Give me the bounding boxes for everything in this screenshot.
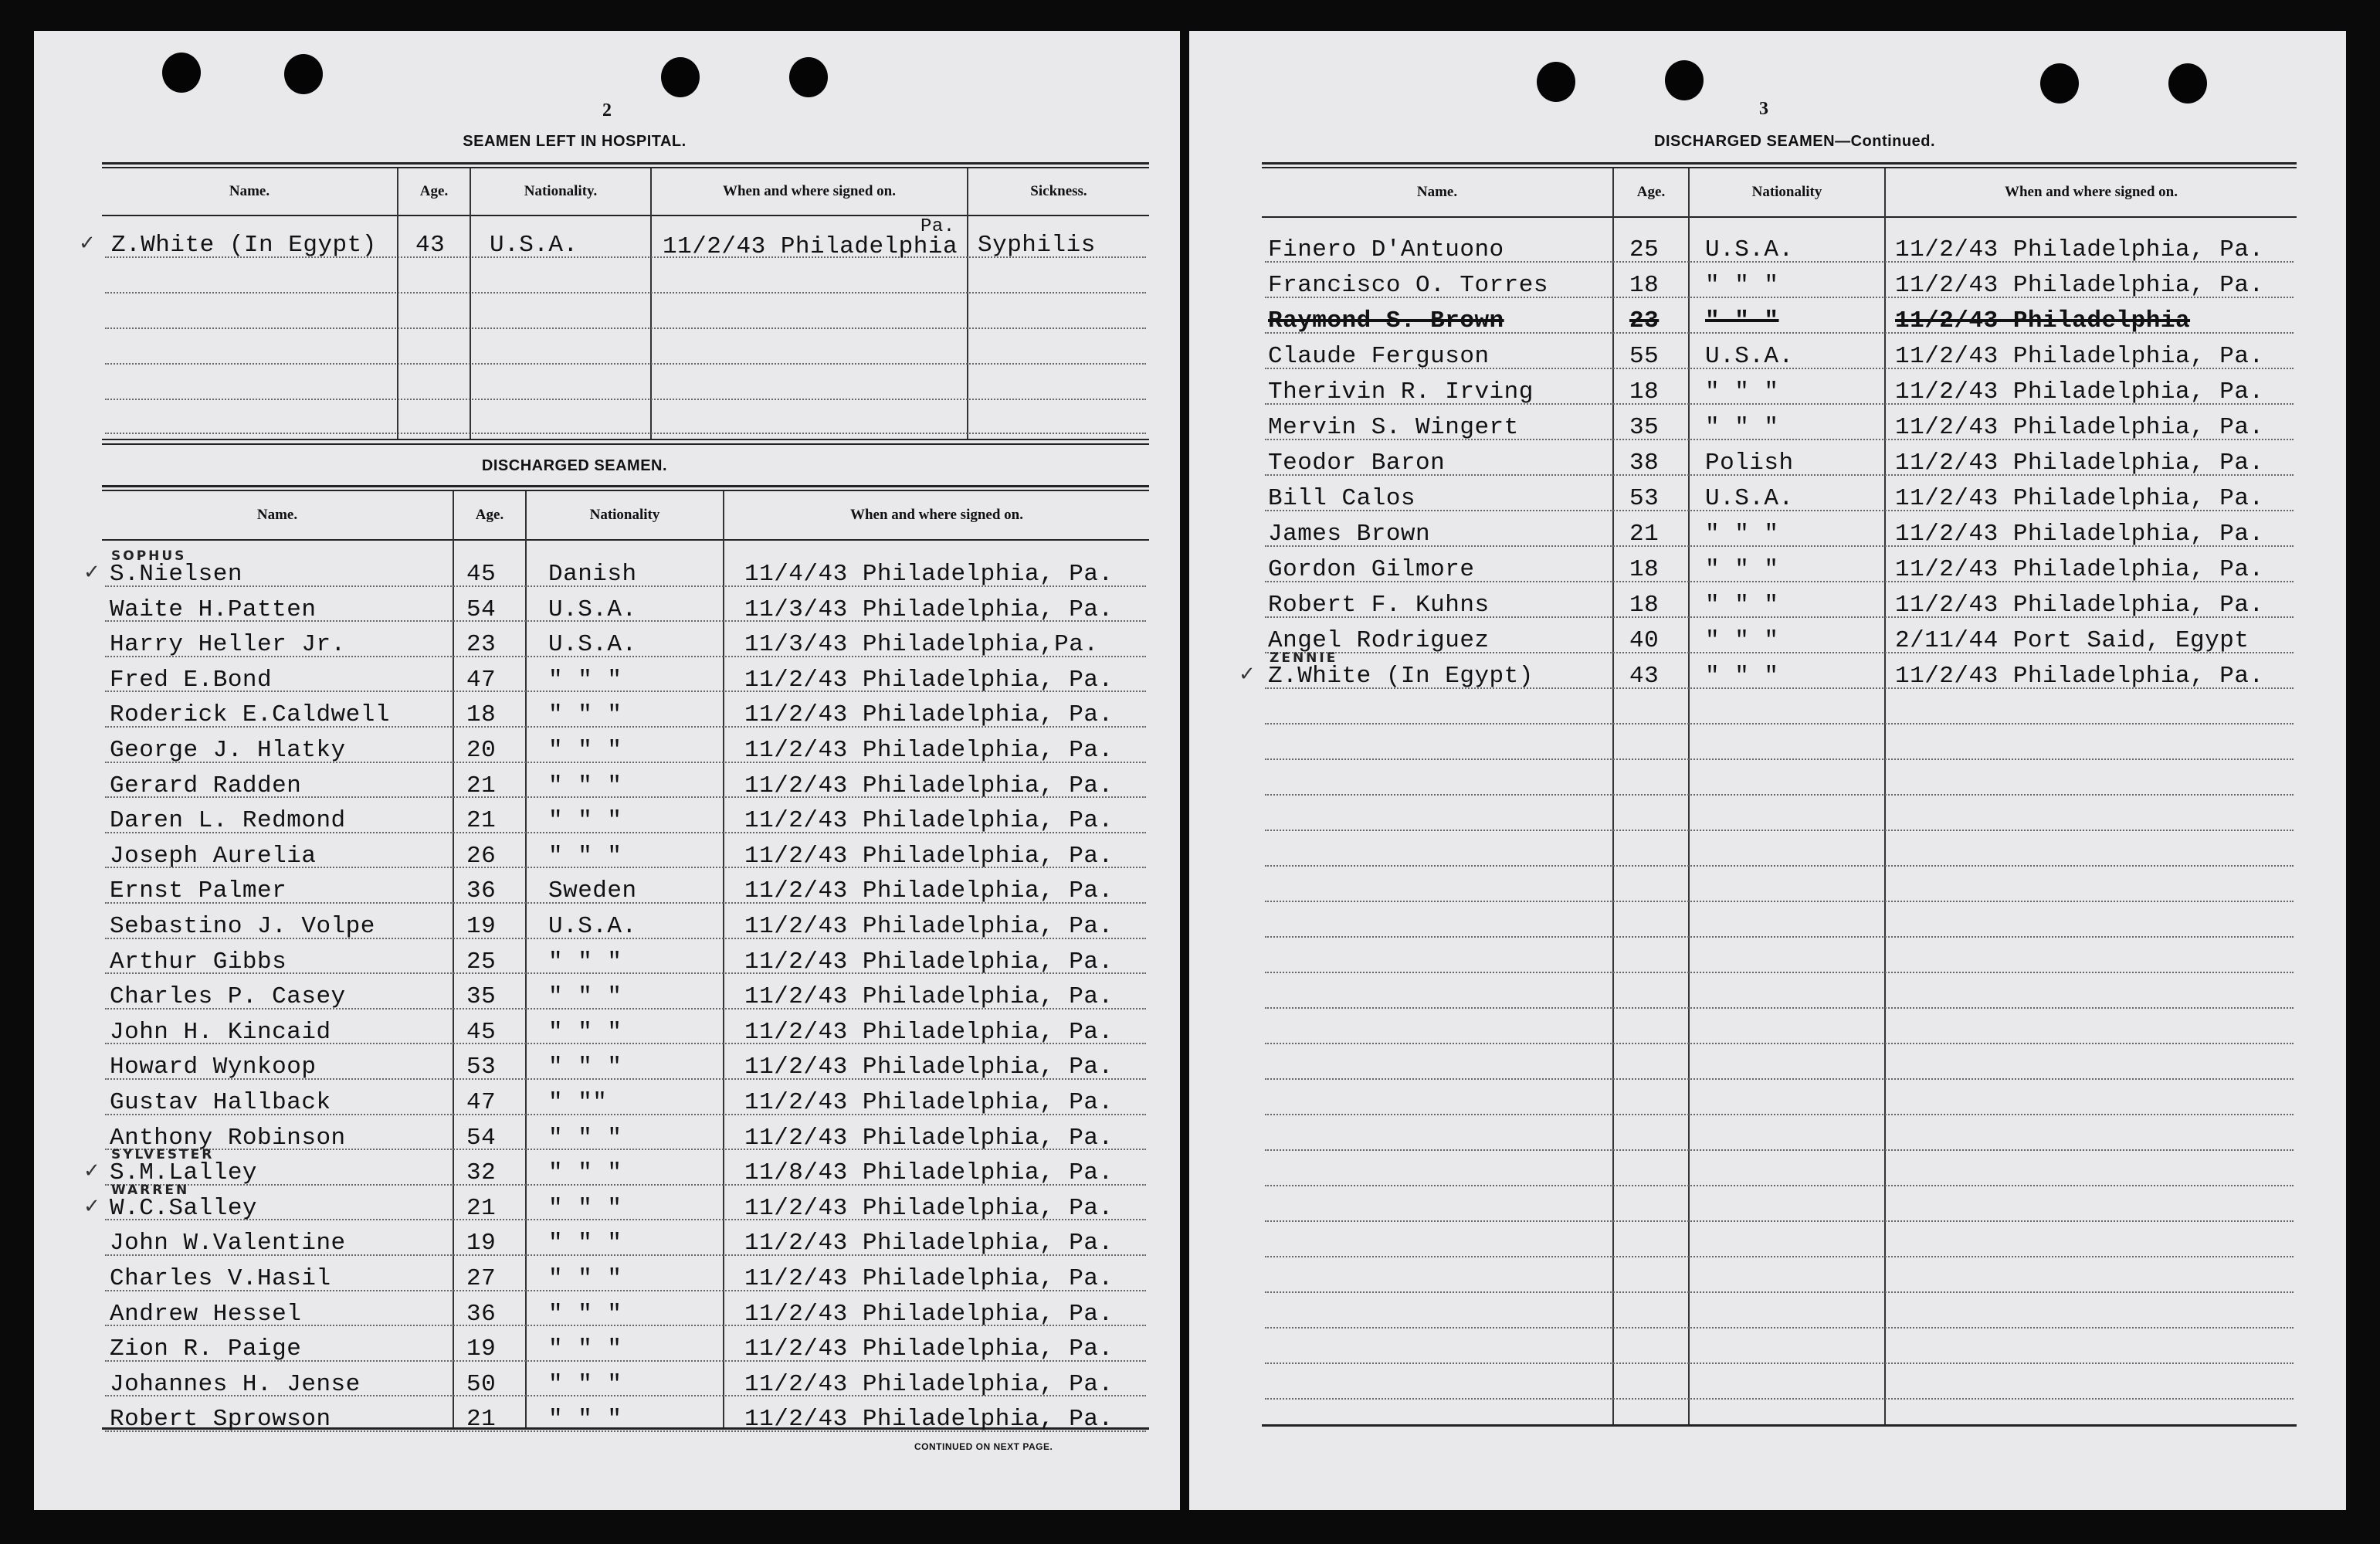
col-header-sickness: Sickness. <box>1030 183 1087 199</box>
table-rule <box>102 539 1149 541</box>
dotted-line <box>105 363 1146 365</box>
col-header-age: Age. <box>419 183 449 199</box>
signed-on: 11/3/43 Philadelphia, Pa. <box>744 596 1114 623</box>
dotted-line <box>105 292 1146 294</box>
seaman-name: Charles V.Hasil <box>110 1265 331 1292</box>
seaman-name: Teodor Baron <box>1268 450 1446 477</box>
punch-hole <box>284 54 323 94</box>
dotted-line <box>1265 1114 2294 1115</box>
signed-on: 11/8/43 Philadelphia, Pa. <box>744 1159 1114 1187</box>
seaman-nationality: " " " <box>548 1124 622 1152</box>
seaman-nationality: " " " <box>548 772 622 799</box>
seaman-name: George J. Hlatky <box>110 737 346 764</box>
seaman-name: Daren L. Redmond <box>110 807 346 835</box>
column-divider <box>1884 168 1886 1424</box>
signed-on: 11/2/43 Philadelphia, Pa. <box>744 948 1114 976</box>
dotted-line <box>1265 1185 2294 1186</box>
dotted-line <box>1265 972 2294 973</box>
signed-on: 11/2/43 Philadelphia, Pa. <box>744 1194 1114 1222</box>
punch-hole <box>2040 63 2079 103</box>
seaman-nationality: " " " <box>548 666 622 694</box>
seaman-nationality: " " " <box>548 737 622 764</box>
seaman-name: Z.White (In Egypt) <box>1268 663 1534 690</box>
check-mark: ✓ <box>83 1159 100 1183</box>
signed-on: 11/4/43 Philadelphia, Pa. <box>744 561 1114 588</box>
column-divider <box>1612 168 1614 1424</box>
dotted-line <box>1265 1327 2294 1329</box>
seaman-nationality: " " " <box>548 807 622 835</box>
signed-on: 11/2/43 Philadelphia, Pa. <box>1895 378 2264 406</box>
right-page <box>1189 31 2346 1510</box>
signed-on: 11/2/43 Philadelphia, Pa. <box>744 983 1114 1011</box>
seaman-name: Ernst Palmer <box>110 877 287 905</box>
signed-on: 11/2/43 Philadelphia <box>1895 307 2191 334</box>
seaman-age: 25 <box>466 948 497 976</box>
seaman-nationality: " " " <box>1705 272 1779 299</box>
seaman-age: 23 <box>466 631 497 659</box>
dotted-line <box>1265 1043 2294 1044</box>
seaman-name: James Brown <box>1268 521 1431 548</box>
dotted-line <box>1265 1256 2294 1257</box>
discharged-section-title: DISCHARGED SEAMEN. <box>481 457 668 474</box>
seaman-age: 26 <box>466 842 497 870</box>
seaman-name: John W.Valentine <box>110 1230 346 1257</box>
seaman-age: 19 <box>466 913 497 940</box>
check-mark: ✓ <box>1239 663 1256 686</box>
check-mark: ✓ <box>79 232 96 255</box>
table-rule <box>102 215 1149 216</box>
dotted-line <box>1265 865 2294 867</box>
signed-on: 11/2/43 Philadelphia, Pa. <box>744 807 1114 835</box>
left-page <box>34 31 1180 1510</box>
seaman-name: Arthur Gibbs <box>110 948 287 976</box>
signed-on: 11/2/43 Philadelphia, Pa. <box>744 1124 1114 1152</box>
seaman-age: 50 <box>466 1370 497 1398</box>
signed-on: 11/2/43 Philadelphia, Pa. <box>1895 592 2264 619</box>
col-header-signed-on: When and where signed on. <box>722 183 896 199</box>
seaman-age: 21 <box>466 1406 497 1434</box>
table-rule <box>102 443 1149 445</box>
signed-on: 11/2/43 Philadelphia, Pa. <box>1895 521 2264 548</box>
seaman-name: Z.White (In Egypt) <box>111 232 377 259</box>
seaman-age: 18 <box>466 701 497 729</box>
seaman-nationality: Sweden <box>548 877 637 905</box>
signed-on: 11/2/43 Philadelphia, Pa. <box>1895 450 2264 477</box>
seaman-age: 38 <box>1629 450 1660 477</box>
seaman-name: Gerard Radden <box>110 772 302 799</box>
handwritten-first-name: WARREN <box>111 1182 190 1198</box>
dotted-line <box>105 327 1146 329</box>
seaman-nationality: " " " <box>548 1335 622 1363</box>
dotted-line <box>1265 1220 2294 1222</box>
col-header-name: Name. <box>256 507 298 523</box>
seaman-nationality: " " " <box>548 1370 622 1398</box>
seaman-nationality: " "" <box>548 1089 608 1116</box>
seaman-age: 21 <box>466 772 497 799</box>
dotted-line <box>1265 830 2294 831</box>
handwritten-first-name: SYLVESTER <box>111 1147 215 1163</box>
signed-on: 11/2/43 Philadelphia, Pa. <box>744 666 1114 694</box>
signed-on: 11/2/43 Philadelphia, Pa. <box>744 1089 1114 1116</box>
table-rule <box>1262 1424 2297 1427</box>
seaman-age: 55 <box>1629 343 1660 370</box>
col-header-nationality: Nationality. <box>524 183 598 199</box>
seaman-nationality: " " " <box>1705 414 1779 441</box>
seaman-name: Claude Ferguson <box>1268 343 1490 370</box>
signed-on: 11/2/43 Philadelphia, Pa. <box>744 701 1114 729</box>
dotted-line <box>1265 1398 2294 1400</box>
signed-on: 11/2/43 Philadelphia, Pa. <box>1895 414 2264 441</box>
signed-on: 11/2/43 Philadelphia, Pa. <box>744 842 1114 870</box>
seaman-age: 45 <box>466 561 497 588</box>
seaman-nationality: U.S.A. <box>548 631 637 659</box>
seaman-age: 47 <box>466 666 497 694</box>
seaman-name: Fred E.Bond <box>110 666 273 694</box>
seaman-nationality: " " " <box>1705 378 1779 406</box>
column-divider <box>723 491 724 1427</box>
seaman-nationality: " " " <box>1705 307 1779 334</box>
punch-hole <box>789 57 828 97</box>
seaman-age: 40 <box>1629 627 1660 654</box>
seaman-age: 23 <box>1629 307 1660 334</box>
seaman-name: Johannes H. Jense <box>110 1370 361 1398</box>
signed-on: 11/2/43 Philadelphia, Pa. <box>1895 236 2264 263</box>
dotted-line <box>1265 794 2294 796</box>
punch-hole <box>2168 63 2207 103</box>
seaman-nationality: " " " <box>548 1230 622 1257</box>
seaman-age: 35 <box>1629 414 1660 441</box>
seaman-age: 45 <box>466 1018 497 1046</box>
dotted-line <box>1265 1362 2294 1364</box>
seaman-nationality: " " " <box>1705 592 1779 619</box>
seaman-nationality: U.S.A. <box>1705 236 1794 263</box>
seaman-nationality: " " " <box>548 1159 622 1187</box>
seaman-age: 43 <box>415 232 446 259</box>
check-mark: ✓ <box>83 561 100 584</box>
page-number: 2 <box>602 100 612 120</box>
col-header-nationality: Nationality <box>589 507 660 523</box>
signed-on: 11/2/43 Philadelphia, Pa. <box>744 1054 1114 1081</box>
seaman-nationality: " " " <box>548 983 622 1011</box>
seaman-name: W.C.Salley <box>110 1194 258 1222</box>
seaman-age: 32 <box>466 1159 497 1187</box>
signed-on: 11/2/43 Philadelphia, Pa. <box>1895 556 2264 583</box>
seaman-nationality: " " " <box>548 1194 622 1222</box>
seaman-age: 21 <box>1629 521 1660 548</box>
punch-hole <box>162 53 201 93</box>
seaman-name: Finero D'Antuono <box>1268 236 1504 263</box>
signed-on: 2/11/44 Port Said, Egypt <box>1895 627 2249 654</box>
dotted-line <box>1265 901 2294 902</box>
seaman-name: John H. Kincaid <box>110 1018 331 1046</box>
seaman-nationality: " " " <box>1705 556 1779 583</box>
handwritten-first-name: SOPHUS <box>111 548 187 564</box>
seaman-nationality: U.S.A. <box>548 596 637 623</box>
seaman-name: Charles P. Casey <box>110 983 346 1011</box>
dotted-line <box>105 399 1146 400</box>
seaman-name: Robert F. Kuhns <box>1268 592 1490 619</box>
signed-on: 11/2/43 Philadelphia, Pa. <box>744 1265 1114 1292</box>
seaman-nationality: " " " <box>548 1406 622 1434</box>
seaman-age: 35 <box>466 983 497 1011</box>
seaman-nationality: " " " <box>548 1265 622 1292</box>
check-mark: ✓ <box>83 1194 100 1218</box>
seaman-age: 18 <box>1629 378 1660 406</box>
punch-hole <box>661 57 700 97</box>
signed-on: 11/2/43 Philadelphia, Pa. <box>1895 343 2264 370</box>
table-rule <box>1262 216 2297 218</box>
dotted-line <box>1265 1149 2294 1151</box>
seaman-age: 19 <box>466 1335 497 1363</box>
table-rule <box>1262 162 2297 165</box>
dotted-line <box>1265 758 2294 760</box>
table-rule <box>102 162 1149 165</box>
dotted-line <box>1265 1078 2294 1080</box>
seaman-name: Anthony Robinson <box>110 1124 346 1152</box>
seaman-age: 36 <box>466 1300 497 1328</box>
seaman-age: 36 <box>466 877 497 905</box>
seaman-name: S.M.Lalley <box>110 1159 258 1187</box>
seaman-name: Harry Heller Jr. <box>110 631 346 659</box>
seaman-name: Raymond S. Brown <box>1268 307 1504 334</box>
col-header-name: Name. <box>229 183 270 199</box>
signed-on: 11/2/43 Philadelphia, Pa. <box>744 1018 1114 1046</box>
seaman-nationality: " " " <box>548 1054 622 1081</box>
seaman-age: 43 <box>1629 663 1660 690</box>
signed-on: 11/2/43 Philadelphia, Pa. <box>744 913 1114 940</box>
signed-on: 11/2/43 Philadelphia, Pa. <box>1895 272 2264 299</box>
seaman-age: 18 <box>1629 272 1660 299</box>
signed-on-note: Pa. <box>920 216 955 237</box>
signed-on: 11/2/43 Philadelphia <box>663 233 958 260</box>
signed-on: 11/2/43 Philadelphia, Pa. <box>744 1335 1114 1363</box>
seaman-nationality: U.S.A. <box>1705 485 1794 512</box>
signed-on: 11/2/43 Philadelphia, Pa. <box>1895 485 2264 512</box>
signed-on: 11/2/43 Philadelphia, Pa. <box>744 1230 1114 1257</box>
col-header-signed-on: When and where signed on. <box>849 507 1023 523</box>
hospital-section-title: SEAMEN LEFT IN HOSPITAL. <box>463 133 687 150</box>
seaman-age: 20 <box>466 737 497 764</box>
signed-on: 11/2/43 Philadelphia, Pa. <box>1895 663 2264 690</box>
seaman-nationality: U.S.A. <box>1705 343 1794 370</box>
signed-on: 11/3/43 Philadelphia,Pa. <box>744 631 1099 659</box>
seaman-name: Howard Wynkoop <box>110 1054 317 1081</box>
seaman-name: Francisco O. Torres <box>1268 272 1548 299</box>
seaman-age: 25 <box>1629 236 1660 263</box>
column-divider <box>1688 168 1690 1424</box>
seaman-age: 18 <box>1629 556 1660 583</box>
signed-on: 11/2/43 Philadelphia, Pa. <box>744 772 1114 799</box>
seaman-nationality: " " " <box>1705 627 1779 654</box>
seaman-name: Zion R. Paige <box>110 1335 302 1363</box>
seaman-nationality: " " " <box>548 1018 622 1046</box>
continued-note: CONTINUED ON NEXT PAGE. <box>914 1441 1053 1452</box>
signed-on: 11/2/43 Philadelphia, Pa. <box>744 1370 1114 1398</box>
dotted-line <box>1265 723 2294 724</box>
table-rule <box>102 439 1149 440</box>
seaman-name: Robert Sprowson <box>110 1406 331 1434</box>
seaman-nationality: " " " <box>1705 521 1779 548</box>
dotted-line <box>1265 1007 2294 1009</box>
seaman-name: Mervin S. Wingert <box>1268 414 1519 441</box>
seaman-name: Gordon Gilmore <box>1268 556 1475 583</box>
seaman-name: S.Nielsen <box>110 561 242 588</box>
seaman-name: Joseph Aurelia <box>110 842 317 870</box>
punch-hole <box>1665 60 1704 100</box>
seaman-age: 18 <box>1629 592 1660 619</box>
dotted-line <box>1265 1291 2294 1293</box>
seaman-age: 53 <box>466 1054 497 1081</box>
seaman-nationality: " " " <box>548 701 622 729</box>
seaman-name: Angel Rodriguez <box>1268 627 1490 654</box>
col-header-age: Age. <box>475 507 504 523</box>
seaman-age: 27 <box>466 1265 497 1292</box>
col-header-nationality: Nationality <box>1751 184 1822 200</box>
seaman-age: 21 <box>466 1194 497 1222</box>
signed-on: 11/2/43 Philadelphia, Pa. <box>744 1406 1114 1434</box>
seaman-name: Gustav Hallback <box>110 1089 331 1116</box>
seaman-nationality: Danish <box>548 561 637 588</box>
seaman-name: Sebastino J. Volpe <box>110 913 375 940</box>
column-divider <box>525 491 527 1427</box>
column-divider <box>453 491 454 1427</box>
dotted-line <box>1265 936 2294 938</box>
col-header-name: Name. <box>1416 184 1458 200</box>
seaman-name: Bill Calos <box>1268 485 1416 512</box>
seaman-nationality: " " " <box>1705 663 1779 690</box>
seaman-nationality: U.S.A. <box>548 913 637 940</box>
seaman-nationality: " " " <box>548 948 622 976</box>
seaman-name: Andrew Hessel <box>110 1300 302 1328</box>
seaman-nationality: " " " <box>548 842 622 870</box>
col-header-age: Age. <box>1636 184 1666 200</box>
seaman-age: 19 <box>466 1230 497 1257</box>
seaman-nationality: " " " <box>548 1300 622 1328</box>
col-header-signed-on: When and where signed on. <box>2004 184 2178 200</box>
seaman-age: 47 <box>466 1089 497 1116</box>
seaman-age: 21 <box>466 807 497 835</box>
discharged-continued-title: DISCHARGED SEAMEN—Continued. <box>1654 133 1935 150</box>
signed-on: 11/2/43 Philadelphia, Pa. <box>744 737 1114 764</box>
handwritten-first-name: ZENNIE <box>1270 650 1338 666</box>
table-rule <box>102 485 1149 487</box>
seaman-name: Waite H.Patten <box>110 596 317 623</box>
page-number: 3 <box>1759 99 1768 119</box>
seaman-age: 53 <box>1629 485 1660 512</box>
dotted-line <box>105 433 1146 434</box>
signed-on: 11/2/43 Philadelphia, Pa. <box>744 877 1114 905</box>
seaman-name: Roderick E.Caldwell <box>110 701 390 729</box>
seaman-nationality: Polish <box>1705 450 1794 477</box>
seaman-name: Therivin R. Irving <box>1268 378 1534 406</box>
seaman-age: 54 <box>466 596 497 623</box>
sickness: Syphilis <box>978 232 1096 259</box>
seaman-nationality: U.S.A. <box>490 232 578 259</box>
signed-on: 11/2/43 Philadelphia, Pa. <box>744 1300 1114 1328</box>
seaman-age: 54 <box>466 1124 497 1152</box>
punch-hole <box>1537 62 1575 102</box>
